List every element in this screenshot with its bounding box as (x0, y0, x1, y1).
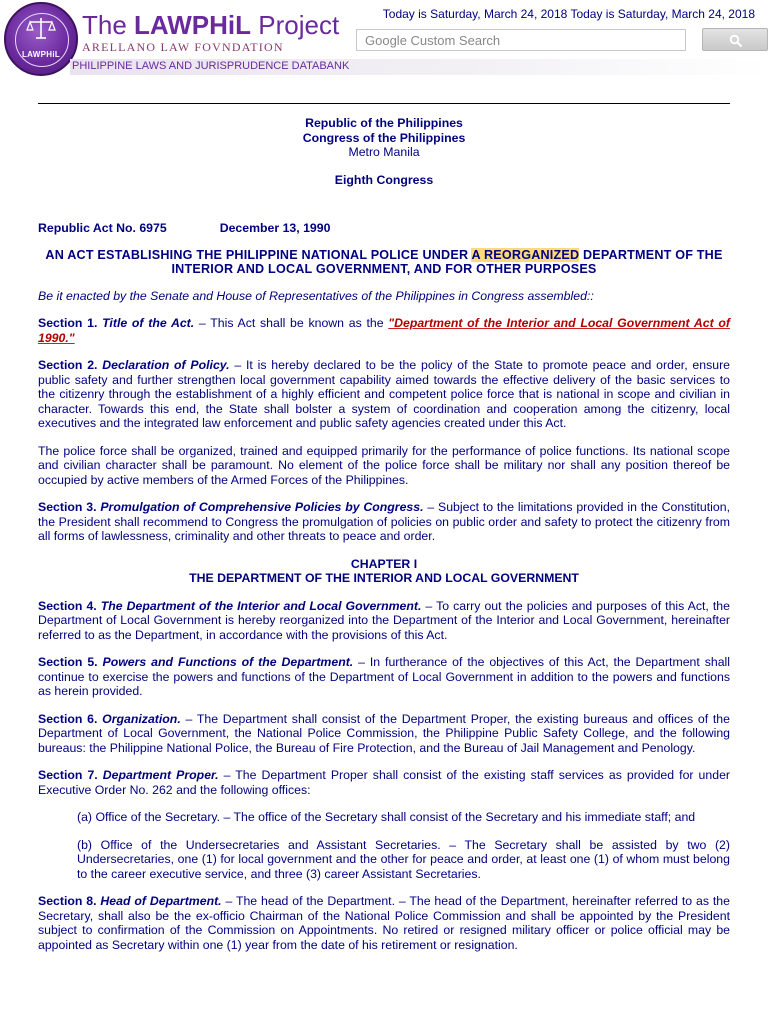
act-title (38, 248, 730, 277)
section-5-text: – In furtherance of the objectives of this Act, the Department shall continue to exercise the powers and functions of the Department of Local Government in addition to the powers and functions as herein provided. (38, 655, 731, 698)
section-2-number: Section 2. (38, 358, 98, 372)
search-input[interactable] (356, 29, 686, 51)
section-4-number: Section 4. (38, 598, 97, 613)
section-1-title: Title of the Act. (102, 316, 195, 330)
section-1 (38, 316, 730, 345)
section-3-text: – Subject to the limitations provided in the Constitution, the President shall recommend to Congress the promulgation of policies on public order and safety to protect the citizenry from all forms of lawlessness, criminality and other threats to peace and order. (38, 500, 731, 543)
section-8 (38, 894, 730, 952)
section-1-number: Section 1. (38, 316, 98, 330)
divider-rule (38, 103, 730, 104)
section-4 (38, 599, 730, 643)
act-title-start: AN ACT ESTABLISHING THE PHILIPPINE NATIONAL POLICE UNDER (45, 247, 472, 262)
city-heading: Metro Manila (348, 145, 420, 159)
section-2-text: – It is hereby declared to be the policy of the State to promote peace and order, ensure public safety and further strengthen local government capability aimed towards the effective delivery of the basic services to the citizenry through the establishment of a highly efficient and competent police force that is national in scope and civilian in character. Towards this end, the State shall bolster a system of coordination and cooperation among the citizenry, local executives and the integrated law enforcement and public safety agencies created under this Act. (38, 358, 731, 430)
act-date: December 13, 1990 (219, 221, 331, 235)
congress-heading: Congress of the Philippines (302, 130, 466, 145)
section-8-text: – The head of the Department. – The head of the Department, hereinafter referred to as the Secretary, shall also be the ex-officio Chairman of the National Police Commission and shall be appointed by the President subject to confirmation of the Commission on Appointments. No retired or resigned military officer or police official may be appointed as Secretary within one (1) year from the date of his retirement or resignation. (38, 894, 730, 952)
section-1-text: – This Act shall be known as the (194, 316, 389, 330)
section-2 (38, 358, 730, 431)
site-tagline: PHILIPPINE LAWS AND JURISPRUDENCE DATABANK (72, 60, 350, 72)
section-7-text: – The Department Proper shall consist of the existing staff services as provided for under Executive Order No. 262 and the following offices: (38, 768, 731, 797)
section-2-paragraph-2: The police force shall be organized, trained and equipped primarily for the performance of police functions. Its national scope and civilian character shall be paramount. No element of the police force shall be military nor shall any position thereof be occupied by active members of the Armed Forces of the Philippines. (38, 443, 730, 487)
search-button[interactable] (702, 28, 768, 51)
section-7-title: Department Proper. (102, 768, 219, 782)
section-5-number: Section 5. (38, 655, 98, 669)
chapter-title: THE DEPARTMENT OF THE INTERIOR AND LOCAL GOVERNMENT (189, 571, 579, 585)
section-6-text: – The Department shall consist of the Department Proper, the existing bureaus and offices of the Department of Local Government, the National Police Commission, the Philippine Public Safety College, and the following bureaus: the Philippine National Police, the Bureau of Fire Protection, and the Bureau of Jail Management and Penology. (38, 711, 730, 755)
section-5-title: Powers and Functions of the Department. (102, 655, 354, 669)
title-prefix: The (82, 10, 135, 40)
act-number-line (38, 221, 730, 236)
section-6-title: Organization. (102, 711, 181, 726)
section-3 (38, 500, 730, 544)
logo-word: LAWPHiL (21, 50, 61, 59)
section-6-number: Section 6. (38, 711, 98, 726)
site-title[interactable] (82, 10, 339, 40)
chapter-label: CHAPTER I (350, 556, 418, 571)
act-title-end: DEPARTMENT OF THE INTERIOR AND LOCAL GOVERNMENT, AND FOR OTHER PURPOSES (171, 247, 723, 276)
section-7 (38, 768, 730, 797)
lawphil-logo[interactable] (4, 2, 78, 76)
site-header (0, 0, 768, 76)
section-7-item-a: (a) Office of the Secretary. – The office of the Secretary shall consist of the Secretary and his immediate staff; and (77, 810, 696, 824)
title-bold: LAWPHiL (134, 10, 252, 40)
section-4-title: The Department of the Interior and Local Government. (100, 598, 422, 613)
section-4-text: – To carry out the policies and purposes of this Act, the Department of Local Government is hereby reorganized into the Department of the Interior and Local Government, hereinafter referred to as the Department, in accordance with the provisions of this Act. (38, 598, 730, 642)
enacting-clause: Be it enacted by the Senate and House of Representatives of the Philippines in Congress assembled:: (38, 288, 594, 303)
search-icon (729, 34, 743, 48)
site-subtitle: ARELLANO LAW FOVNDATION (82, 40, 284, 54)
section-6 (38, 712, 730, 756)
statute-document (38, 116, 730, 952)
section-7-item-b: (b) Office of the Undersecretaries and Assistant Secretaries. – The Secretary shall be assisted by two (2) Undersecretaries, one (1) for local government and the other for peace and order, at least one (1) of whom must belong to the career executive service, and three (3) career Assistant Secretaries. (77, 837, 730, 881)
section-8-title: Head of Department. (100, 894, 222, 908)
section-8-number: Section 8. (38, 894, 97, 908)
section-7-number: Section 7. (38, 768, 98, 782)
republic-heading: Republic of the Philippines (305, 116, 463, 130)
section-3-number: Section 3. (38, 500, 97, 514)
section-5 (38, 655, 730, 699)
section-3-title: Promulgation of Comprehensive Policies by Congress. (100, 500, 424, 514)
date-line: Today is Saturday, March 24, 2018 Today is Saturday, March 24, 2018 (382, 7, 755, 21)
title-suffix: Project (251, 10, 340, 40)
section-2-title: Declaration of Policy. (102, 358, 230, 372)
act-name-link[interactable]: "Department of the Interior and Local Government Act of 1990." (38, 316, 731, 345)
act-number: Republic Act No. 6975 (38, 221, 167, 235)
scales-icon (25, 16, 57, 40)
act-title-highlight: A REORGANIZED (471, 247, 580, 262)
congress-number: Eighth Congress (334, 172, 434, 187)
